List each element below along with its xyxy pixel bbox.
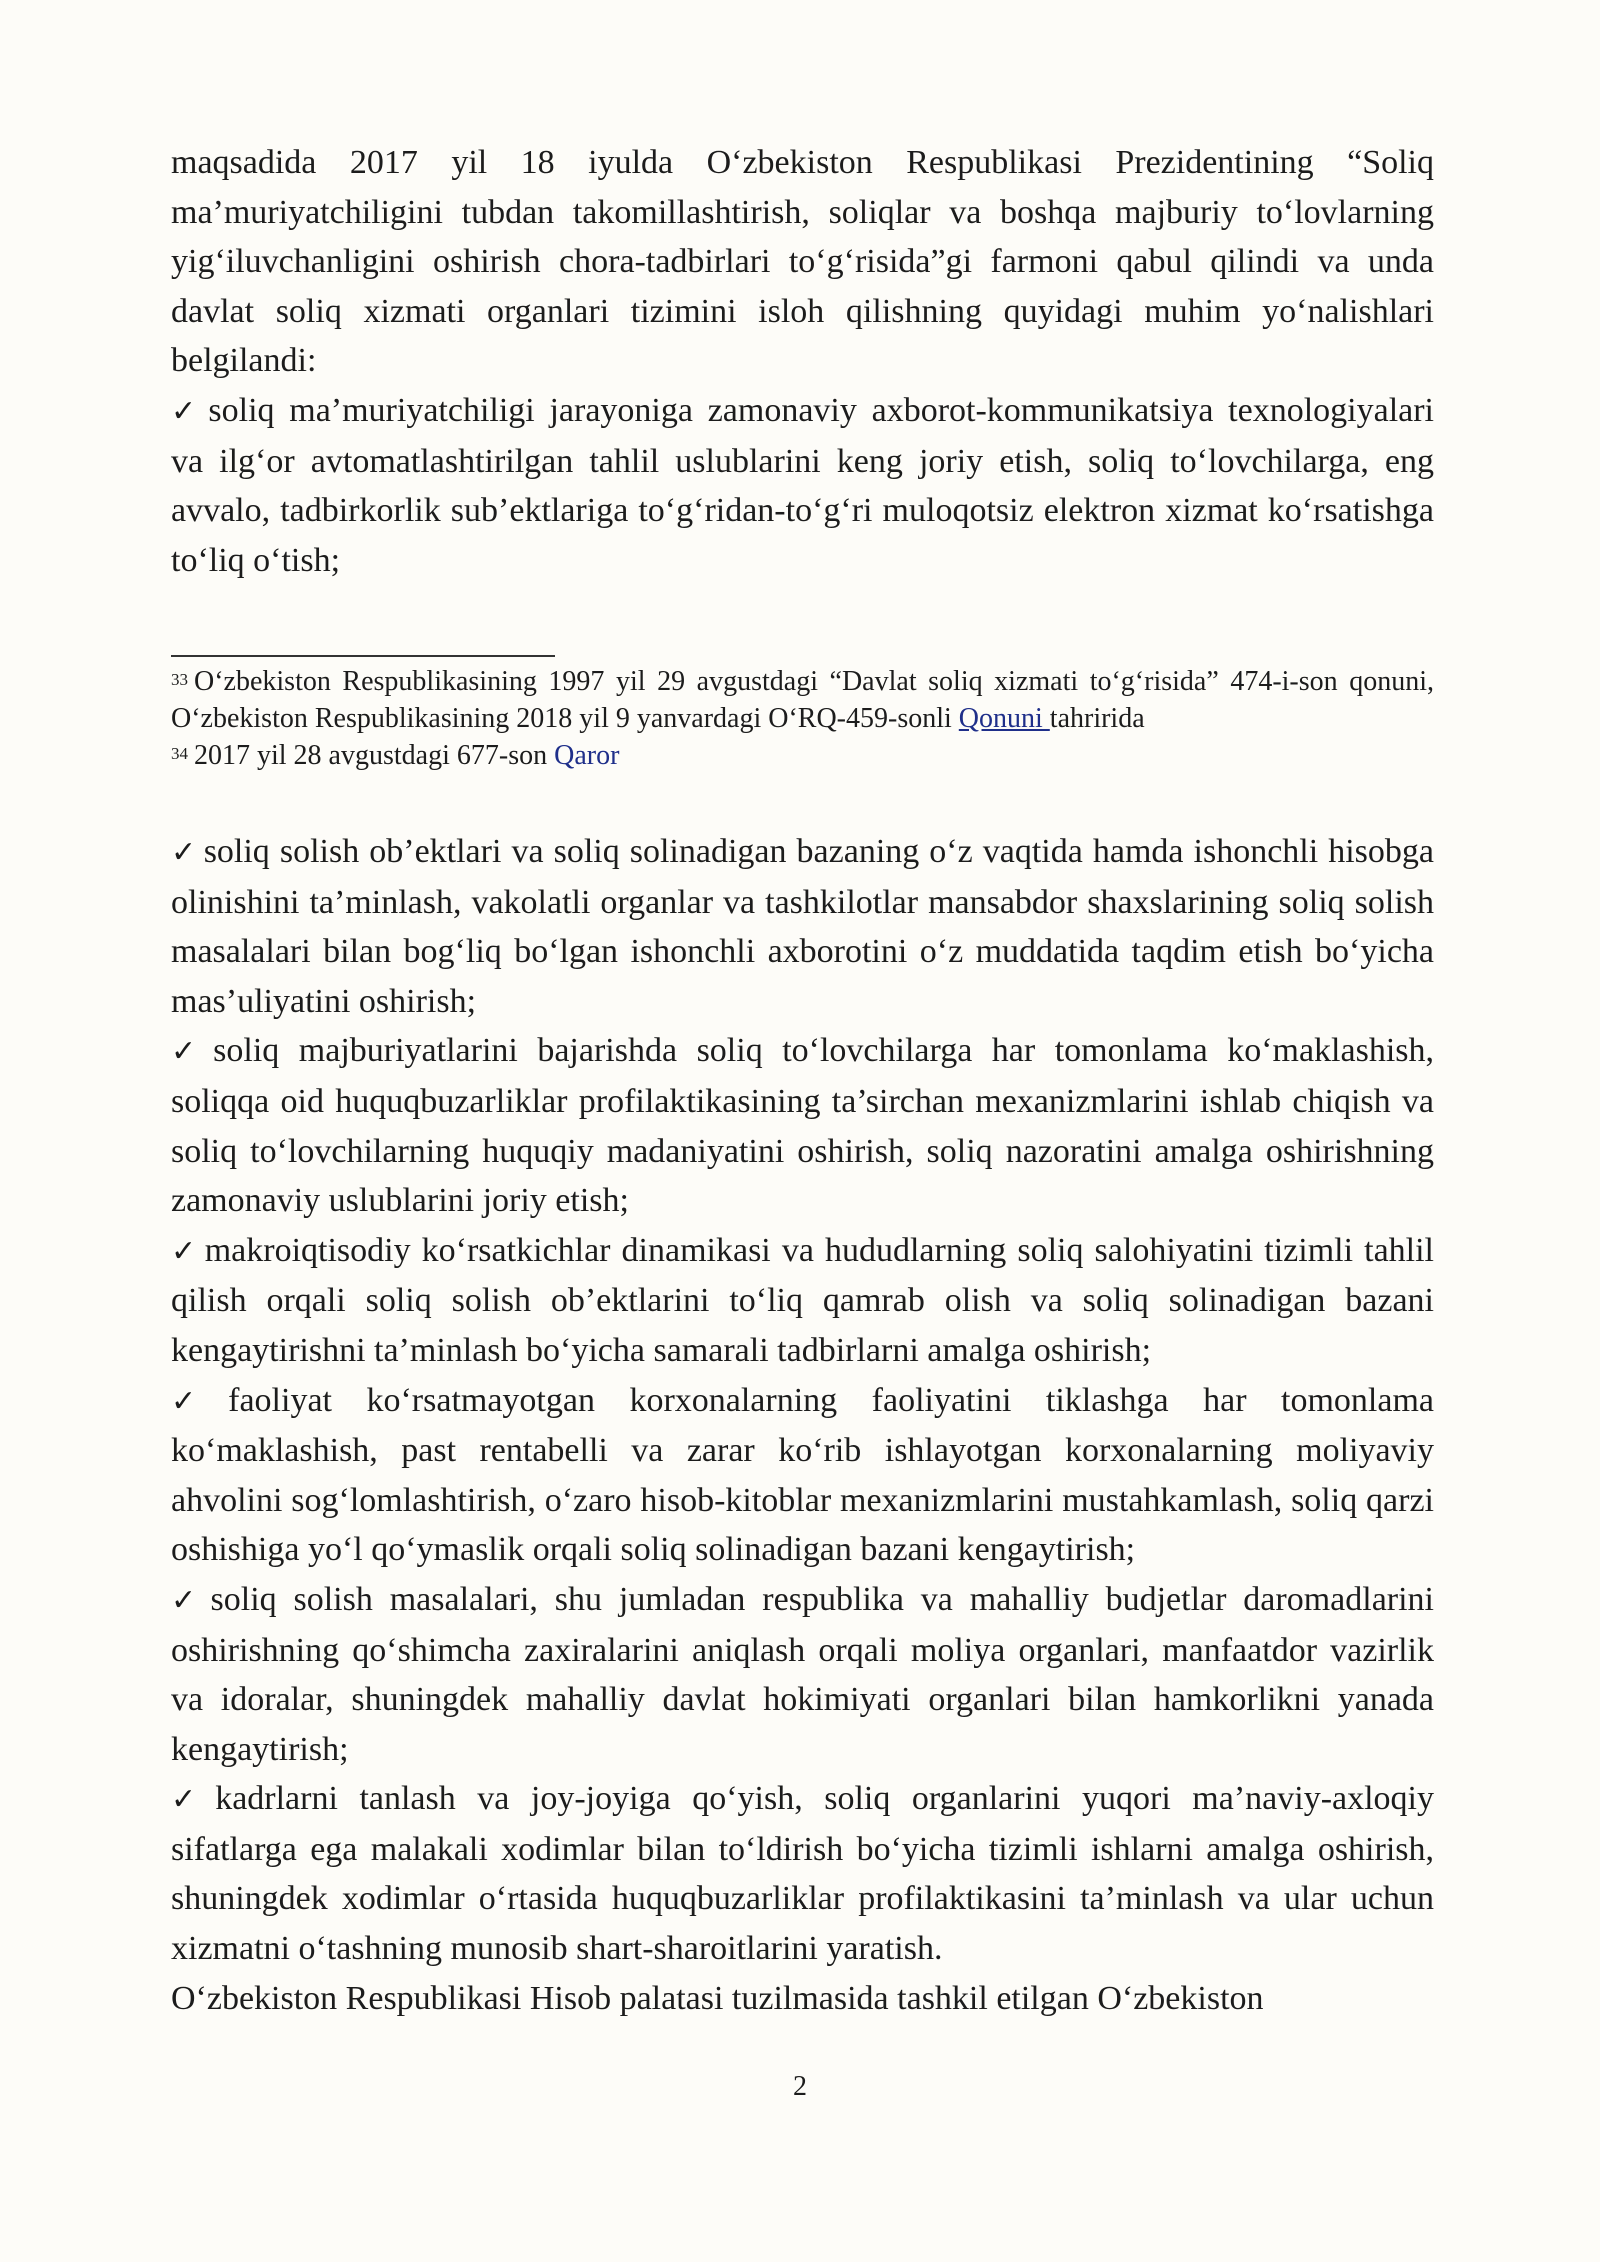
bullet-item	[171, 1026, 1434, 1225]
footnote-text-end: tahririda	[1049, 703, 1145, 734]
intro-paragraph: maqsadida 2017 yil 18 iyulda O‘zbekiston Respublikasi Prezidentining “Soliq ma’muriyatchiligini tubdan takomillashtirish, soliqlar va boshqa majburiy to‘lovlarning yig‘iluvchanligini oshirish chora-tadbirlari to‘g‘risida”gi farmoni qabul qilindi va unda davlat soliq xizmati organlari tizimini isloh qilishning quyidagi muhim yo‘nalishlari belgilandi:	[171, 144, 1434, 380]
bullet-text: soliq solish masalalari, shu jumladan respublika va mahalliy budjetlar daromadlarini oshirishning qo‘shimcha zaxiralarini aniqlash orqali moliya organlari, manfaatdor vazirlik va idoralar, shuningdek mahalliy davlat hokimiyati organlari bilan hamkorlikni yanada kengaytirish;	[171, 1580, 1434, 1768]
checkmark-icon: ✓	[171, 835, 198, 870]
bullet-text: soliq majburiyatlarini bajarishda soliq to‘lovchilarga har tomonlama ko‘maklashish, soliqqa oid huquqbuzarliklar profilaktikasining ta’sirchan mexanizmlarini ishlab chiqish va soliq to‘lovchilarning huquqiy madaniyatini oshirish, soliq nazoratini amalga oshirishning zamonaviy uslublarini joriy etish;	[171, 1032, 1435, 1220]
bullet-text: soliq solish ob’ektlari va soliq solinadigan bazaning o‘z vaqtida hamda ishonchli hisobga olinishini ta’minlash, vakolatli organlar va tashkilotlar mansabdor shaxslarining soliq solish masalalari bilan bog‘liq bo‘lgan ishonchli axborotini o‘z muddatida taqdim etish bo‘yicha mas’uliyatini oshirish;	[171, 833, 1435, 1020]
checkmark-icon: ✓	[171, 1233, 199, 1269]
bullet-item	[171, 386, 1434, 585]
footnote-text: O‘zbekiston Respublikasining 1997 yil 29 avgustdagi “Davlat soliq xizmati to‘g‘risida” 474-i-son qonuni, O‘zbekiston Respublikasining 2018 yil 9 yanvardagi O‘RQ-459-sonli	[171, 666, 1434, 734]
footnote-33	[171, 663, 1434, 737]
footnote-text: 2017 yil 28 avgustdagi 677-son	[194, 740, 555, 771]
checkmark-icon: ✓	[171, 1383, 223, 1419]
page-number: 2	[793, 2071, 807, 2102]
bullet-item	[171, 827, 1434, 1026]
bullet-item	[171, 1226, 1434, 1376]
footnote-link[interactable]: Qonuni	[958, 703, 1050, 734]
closing-paragraph: O‘zbekiston Respublikasi Hisob palatasi tuzilmasida tashkil etilgan O‘zbekiston	[171, 1979, 1264, 2017]
footnote-separator	[171, 655, 555, 657]
bullet-item	[171, 1575, 1434, 1774]
footnote-34	[171, 737, 1434, 774]
footnote-reference[interactable]: Qaror	[554, 740, 620, 771]
footnote-number: 34	[171, 744, 188, 763]
upper-text-block	[171, 138, 1434, 585]
checkmark-icon: ✓	[171, 393, 203, 429]
bullet-text: makroiqtisodiy ko‘rsatkichlar dinamikasi va hududlarning soliq salohiyatini tizimli tahlil qilish orqali soliq solish ob’ektlarini to‘liq qamrab olish va soliq solinadigan bazani kengaytirishni ta’minlash bo‘yicha samarali tadbirlarni amalga oshirish;	[171, 1231, 1434, 1369]
footnotes	[171, 655, 1434, 774]
checkmark-icon: ✓	[171, 1582, 205, 1618]
bullet-item	[171, 1774, 1434, 1973]
checkmark-icon: ✓	[171, 1034, 208, 1070]
bullet-text: kadrlarni tanlash va joy-joyiga qo‘yish, soliq organlarini yuqori ma’naviy-axloqiy sifatlarga ega malakali xodimlar bilan to‘ldirish bo‘yicha tizimli ishlarni amalga oshirish, shuningdek xodimlar o‘rtasida huquqbuzarliklar profilaktikasini ta’minlash va ular uchun xizmatni o‘tashning munosib shart-sharoitlarini yaratish.	[171, 1780, 1435, 1968]
footnote-number: 33	[171, 670, 188, 689]
bullet-text: faoliyat ko‘rsatmayotgan korxonalarning faoliyatini tiklashga har tomonlama ko‘maklashish, past rentabelli va zarar ko‘rib ishlayotgan korxonalarning moliyaviy ahvolini sog‘lomlashtirish, o‘zaro hisob-kitoblar mexanizmlarini mustahkamlash, soliq qarzi oshishiga yo‘l qo‘ymaslik orqali soliq solinadigan bazani kengaytirish;	[171, 1381, 1435, 1569]
checkmark-icon: ✓	[171, 1782, 210, 1818]
bullet-item	[171, 1376, 1434, 1575]
lower-text-block	[171, 827, 1434, 2023]
bullet-text: soliq ma’muriyatchiligi jarayoniga zamonaviy axborot-kommunikatsiya texnologiyalari va ilg‘or avtomatlashtirilgan tahlil uslublarini keng joriy etish, soliq to‘lovchilarga, eng avvalo, tadbirkorlik sub’ektlariga to‘g‘ridan-to‘g‘ri muloqotsiz elektron xizmat ko‘rsatishga to‘liq o‘tish;	[171, 391, 1435, 579]
